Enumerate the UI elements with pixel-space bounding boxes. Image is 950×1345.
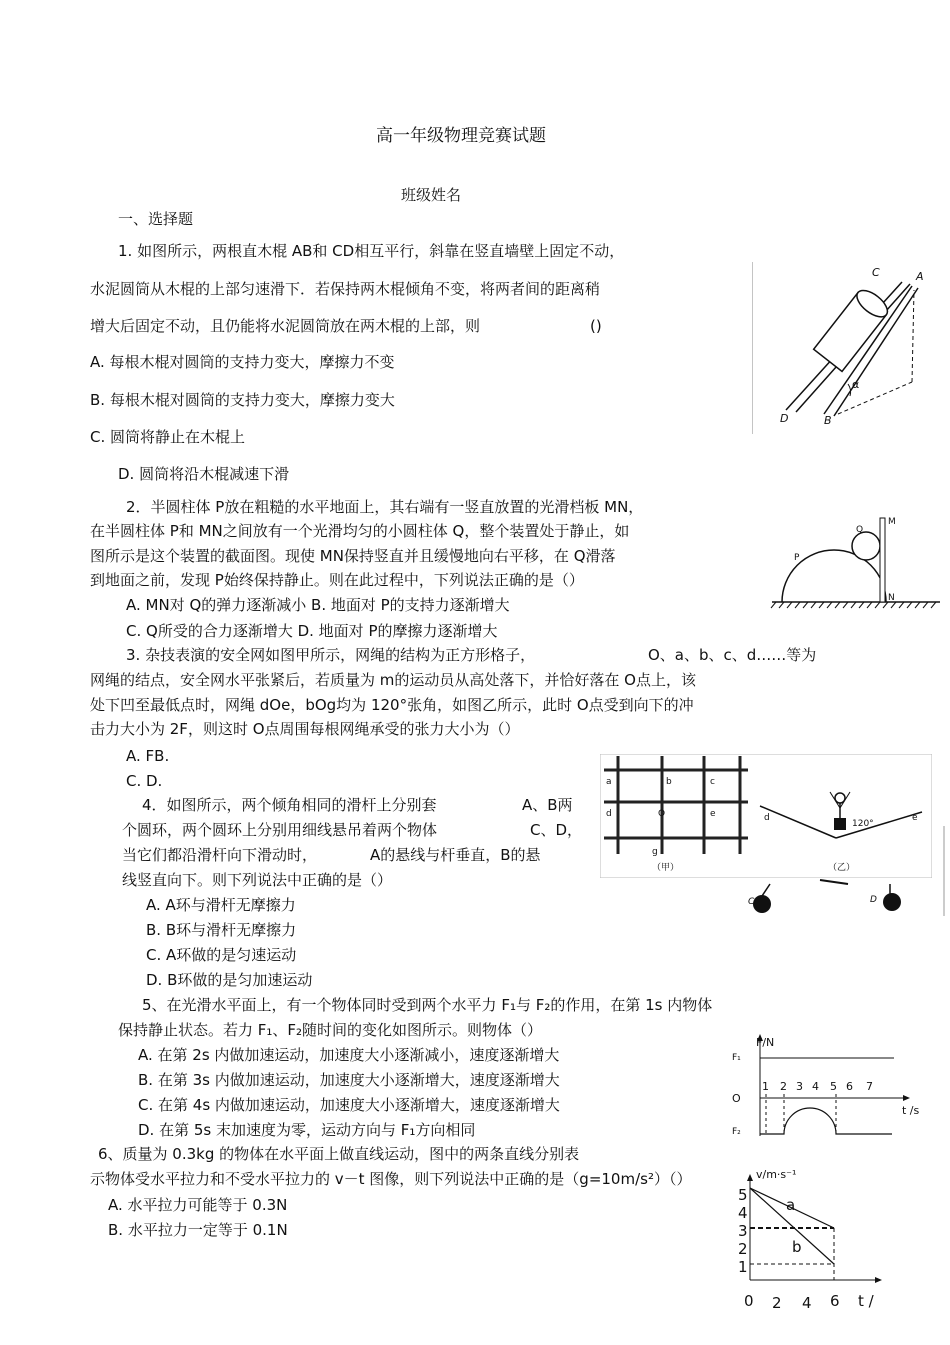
q6-option-b: B. 水平拉力一定等于 0.1N [108,1221,288,1239]
q4-stem-line4: 线竖直向下。则下列说法中正确的是（） [122,871,393,889]
q6-origin-label: 0 [744,1292,754,1310]
q5-f2-label: F₂ [732,1127,741,1137]
q1-label-alpha: α [852,378,860,391]
q3-label-e: e [710,809,716,819]
section-heading: 一、选择题 [118,210,194,228]
q6-axis-y-label: v/m·s⁻¹ [756,1168,797,1181]
q1-option-c: C. 圆筒将静止在木棍上 [90,428,246,446]
q6-xtick-2: 2 [772,1294,782,1312]
q6-ytick-3: 3 [738,1222,748,1240]
q3-label-o: O [658,809,666,819]
q5-tick-7: 7 [866,1080,873,1093]
q4-option-b: B. B环与滑杆无摩擦力 [146,921,297,939]
q3-stem-line4: 击力大小为 2F，则这时 O点周围每根网绳承受的张力大小为（） [90,720,520,738]
q2-stem-line4: 到地面之前，发现 P始终保持静止。则在此过程中，下列说法正确的是（） [90,571,584,589]
q6-option-a: A. 水平拉力可能等于 0.3N [108,1196,288,1214]
q3-label-a: a [606,777,612,787]
q5-tick-4: 4 [812,1080,819,1093]
q1-label-a: A [916,270,924,283]
q5-tick-1: 1 [762,1080,769,1093]
q5-f1-label: F₁ [732,1053,741,1063]
q3-options-ab: A. FB. [126,747,170,765]
q5-option-c: C. 在第 4s 内做加速运动，加速度大小逐渐增大，速度逐渐增大 [138,1096,560,1114]
q2-options-ab: A. MN对 Q的弹力逐渐减小 B. 地面对 P的支持力逐渐增大 [126,596,510,614]
q3-label-e2: e [912,813,918,823]
q2-label-q: Q [856,525,864,535]
q1-label-d: D [780,412,789,425]
q4-figure [740,822,946,918]
q1-label-c: C [872,266,880,279]
q6-xtick-6: 6 [830,1292,840,1310]
q1-stem-line1: 1. 如图所示，两根直木棍 AB和 CD相互平行，斜靠在竖直墙壁上固定不动， [118,242,625,260]
q6-ytick-4: 4 [738,1204,748,1222]
class-name-line: 班级姓名 [401,186,462,204]
q2-label-n: N [888,593,895,603]
q4-option-c: C. A环做的是匀速运动 [146,946,297,964]
q1-label-b: B [824,414,832,427]
q6-stem-line1: 6、质量为 0.3kg 的物体在水平面上做直线运动，图中的两条直线分别表 [98,1145,580,1163]
q6-ytick-2: 2 [738,1240,748,1258]
q4-label-d: D [870,895,877,905]
q5-tick-6: 6 [846,1080,853,1093]
q2-stem-line2: 在半圆柱体 P和 MN之间放有一个光滑均匀的小圆柱体 Q，整个装置处于静止，如 [90,522,630,540]
q5-figure [726,1032,926,1142]
q3-label-c: c [710,777,715,787]
q2-label-m: M [888,517,896,527]
q3-stem-line1: 3. 杂技表演的安全网如图甲所示，网绳的结构为正方形格子， [126,646,536,664]
q6-ytick-5: 5 [738,1186,748,1204]
q1-option-a: A. 每根木棍对圆筒的支持力变大，摩擦力不变 [90,353,395,371]
q3-label-b: b [666,777,672,787]
q6-line-b-label: b [792,1238,802,1256]
q1-answer-paren: () [590,317,602,335]
q6-ytick-1: 1 [738,1258,748,1276]
q5-stem-line1: 5、在光滑水平面上，有一个物体同时受到两个水平力 F₁与 F₂的作用，在第 1s 内物体 [142,996,713,1014]
q4-stem-line1-rings: A、B两 [522,796,573,814]
q2-label-p: P [794,553,800,563]
q6-axis-x-label: t / [858,1292,874,1310]
q3-label-g: g [652,847,658,857]
q6-xtick-4: 4 [802,1294,812,1312]
q4-option-d: D. B环做的是匀加速运动 [146,971,313,989]
page-title: 高一年级物理竞赛试题 [376,126,546,146]
q3-caption-yi: （乙） [828,863,856,873]
q1-option-b: B. 每根木棍对圆筒的支持力变大，摩擦力变大 [90,391,395,409]
q4-option-a: A. A环与滑杆无摩擦力 [146,896,296,914]
q6-line-a-label: a [786,1196,796,1214]
q3-options-cd: C. D. [126,772,163,790]
q4-stem-line3: 当它们都沿滑杆向下滑动时， [122,846,318,864]
q3-caption-jia: （甲） [652,863,680,873]
q4-stem-line2-objects: C、D， [530,821,583,839]
q4-stem-line2: 个圆环，两个圆环上分别用细线悬吊着两个物体 [122,821,438,839]
q5-axis-x-label: t /s [902,1104,920,1117]
q6-figure [730,1166,894,1312]
q4-stem-line1: 4．如图所示，两个倾角相同的滑杆上分别套 [142,796,437,814]
q5-tick-5: 5 [830,1080,837,1093]
q2-stem-line1: 2．半圆柱体 P放在粗糙的水平地面上，其右端有一竖直放置的光滑档板 MN， [126,498,644,516]
q3-label-d: d [606,809,612,819]
q2-stem-line3: 图所示是这个装置的截面图。现使 MN保持竖直并且缓慢地向右平移，在 Q滑落 [90,547,616,565]
q3-label-d2: d [764,813,770,823]
q1-stem-line2: 水泥圆筒从木棍的上部匀速滑下．若保持两木棍倾角不变，将两者间的距离稍 [90,280,601,298]
q3-stem-line1-nodes: O、a、b、c、d……等为 [648,646,817,664]
q5-tick-2: 2 [780,1080,787,1093]
q2-figure [770,512,942,612]
q1-stem-line3: 增大后固定不动，且仍能将水泥圆筒放在两木棍的上部，则 [90,317,481,335]
q5-option-a: A. 在第 2s 内做加速运动，加速度大小逐渐减小，速度逐渐增大 [138,1046,560,1064]
q4-label-c: C [748,897,755,907]
q3-stem-line3: 处下凹至最低点时，网绳 dOe，bOg均为 120°张角，如图乙所示，此时 O点受到向下的冲 [90,696,694,714]
q5-axis-y-label: F/N [756,1036,775,1049]
q5-tick-3: 3 [796,1080,803,1093]
q5-stem-line2: 保持静止状态。若力 F₁、F₂随时间的变化如图所示。则物体（） [118,1021,543,1039]
q5-origin-label: O [732,1092,741,1105]
q5-option-d: D. 在第 5s 末加速度为零，运动方向与 F₁方向相同 [138,1121,476,1139]
q1-figure [752,262,932,434]
q1-option-d: D. 圆筒将沿木棍减速下滑 [118,465,290,483]
q4-stem-line3-detail: A的悬线与杆垂直，B的悬 [370,846,541,864]
q6-stem-line2: 示物体受水平拉力和不受水平拉力的 v－t 图像，则下列说法中正确的是（g=10m/s²）（） [90,1170,692,1188]
q3-label-angle: 120° [852,819,874,829]
q5-option-b: B. 在第 3s 内做加速运动，加速度大小逐渐增大，速度逐渐增大 [138,1071,560,1089]
q2-options-cd: C. Q所受的合力逐渐增大 D. 地面对 P的摩擦力逐渐增大 [126,622,498,640]
q3-stem-line2: 网绳的结点，安全网水平张紧后，若质量为 m的运动员从高处落下，并恰好落在 O点上，该 [90,671,696,689]
